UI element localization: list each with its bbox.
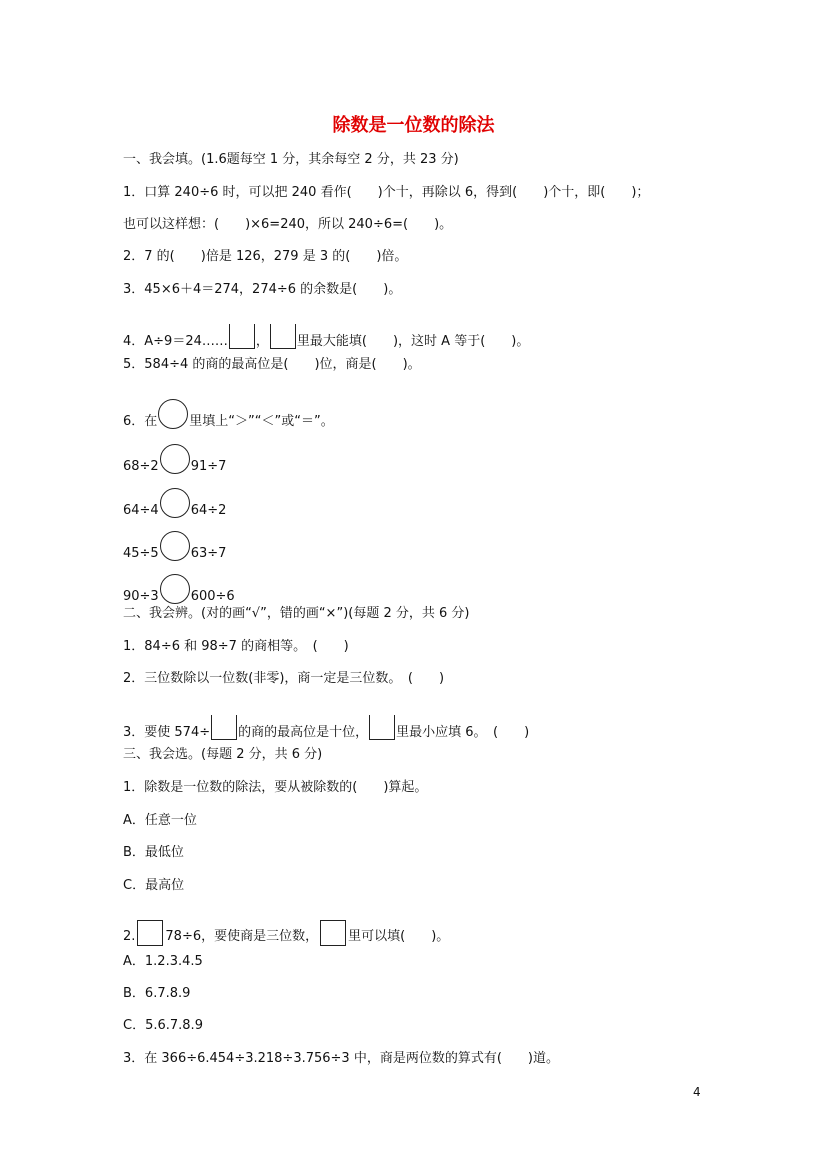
s2-question-2: 2．三位数除以一位数(非零)，商一定是三位数。 ( ) <box>123 671 445 686</box>
page-title: 除数是一位数的除法 <box>332 115 495 136</box>
answer-box[interactable] <box>270 324 296 349</box>
s3q2-text-pre: 2. <box>123 929 136 944</box>
answer-box[interactable] <box>137 920 163 946</box>
s1-question-1b: 也可以这样想：( )×6=240，所以 240÷6=( )。 <box>123 217 453 232</box>
compare-left: 45÷5 <box>123 546 159 561</box>
section3-heading: 三、我会选。(每题 2 分，共 6 分) <box>123 747 323 762</box>
q4-text-mid: ， <box>255 334 269 349</box>
s3q2-option-b[interactable]: B．6.7.8.9 <box>123 986 191 1001</box>
section2-heading: 二、我会辨。(对的画“√”，错的画“×”)(每题 2 分，共 6 分) <box>123 606 470 621</box>
compare-left: 90÷3 <box>123 589 159 604</box>
compare-circle[interactable] <box>158 399 188 429</box>
compare-right: 600÷6 <box>190 589 235 604</box>
compare-left: 68÷2 <box>123 459 159 474</box>
q4-text-pre: 4．A÷9＝24…… <box>123 334 228 349</box>
s3q2-text-mid: 78÷6，要使商是三位数， <box>165 929 319 944</box>
s3q1-option-b[interactable]: B．最低位 <box>123 845 184 860</box>
s2q3-text-mid: 的商的最高位是十位， <box>238 725 369 740</box>
compare-circle[interactable] <box>160 444 190 474</box>
s1-question-5: 5．584÷4 的商的最高位是( )位，商是( )。 <box>123 357 421 372</box>
s2q3-text-post: 里最小应填 6。 ( ) <box>396 725 530 740</box>
compare-row-1 <box>123 444 226 476</box>
compare-row-2 <box>123 488 226 520</box>
s1-question-1a: 1．口算 240÷6 时，可以把 240 看作( )个十，再除以 6，得到( )个十，即( )； <box>123 185 650 200</box>
compare-right: 63÷7 <box>190 546 227 561</box>
s2-question-1: 1．84÷6 和 98÷7 的商相等。 ( ) <box>123 639 349 654</box>
answer-box[interactable] <box>229 324 255 349</box>
s2-question-3 <box>123 715 529 742</box>
compare-circle[interactable] <box>160 574 190 604</box>
compare-row-4 <box>123 574 235 606</box>
compare-circle[interactable] <box>160 531 190 561</box>
s3-question-3: 3．在 366÷6.454÷3.218÷3.756÷3 中，商是两位数的算式有( )道。 <box>123 1051 559 1066</box>
s3q1-option-a[interactable]: A．任意一位 <box>123 813 197 828</box>
s1-question-6 <box>123 399 334 431</box>
answer-box[interactable] <box>211 715 237 740</box>
s1-question-4 <box>123 324 529 351</box>
answer-box[interactable] <box>369 715 395 740</box>
section1-heading: 一、我会填。(1.6题每空 1 分，其余每空 2 分，共 23 分) <box>123 152 459 167</box>
q6-text-post: 里填上“＞”“＜”或“＝”。 <box>189 414 334 429</box>
q4-text-post: 里最大能填( )，这时 A 等于( )。 <box>296 334 530 349</box>
compare-left: 64÷4 <box>123 503 159 518</box>
s3-question-2 <box>123 920 449 946</box>
compare-right: 91÷7 <box>190 459 227 474</box>
q6-text-pre: 6．在 <box>123 414 158 429</box>
s3q2-text-post: 里可以填( )。 <box>348 929 450 944</box>
compare-right: 64÷2 <box>190 503 227 518</box>
s3q2-option-a[interactable]: A．1.2.3.4.5 <box>123 954 203 969</box>
answer-box[interactable] <box>320 920 346 946</box>
s3q2-option-c[interactable]: C．5.6.7.8.9 <box>123 1018 203 1033</box>
compare-circle[interactable] <box>160 488 190 518</box>
s1-question-2: 2．7 的( )倍是 126，279 是 3 的( )倍。 <box>123 249 408 264</box>
compare-row-3 <box>123 531 226 563</box>
s3q1-option-c[interactable]: C．最高位 <box>123 878 185 893</box>
s1-question-3: 3．45×6＋4＝274，274÷6 的余数是( )。 <box>123 282 402 297</box>
s2q3-text-pre: 3．要使 574÷ <box>123 725 211 740</box>
page-number: 4 <box>693 1085 701 1099</box>
s3-question-1: 1．除数是一位数的除法，要从被除数的( )算起。 <box>123 780 428 795</box>
